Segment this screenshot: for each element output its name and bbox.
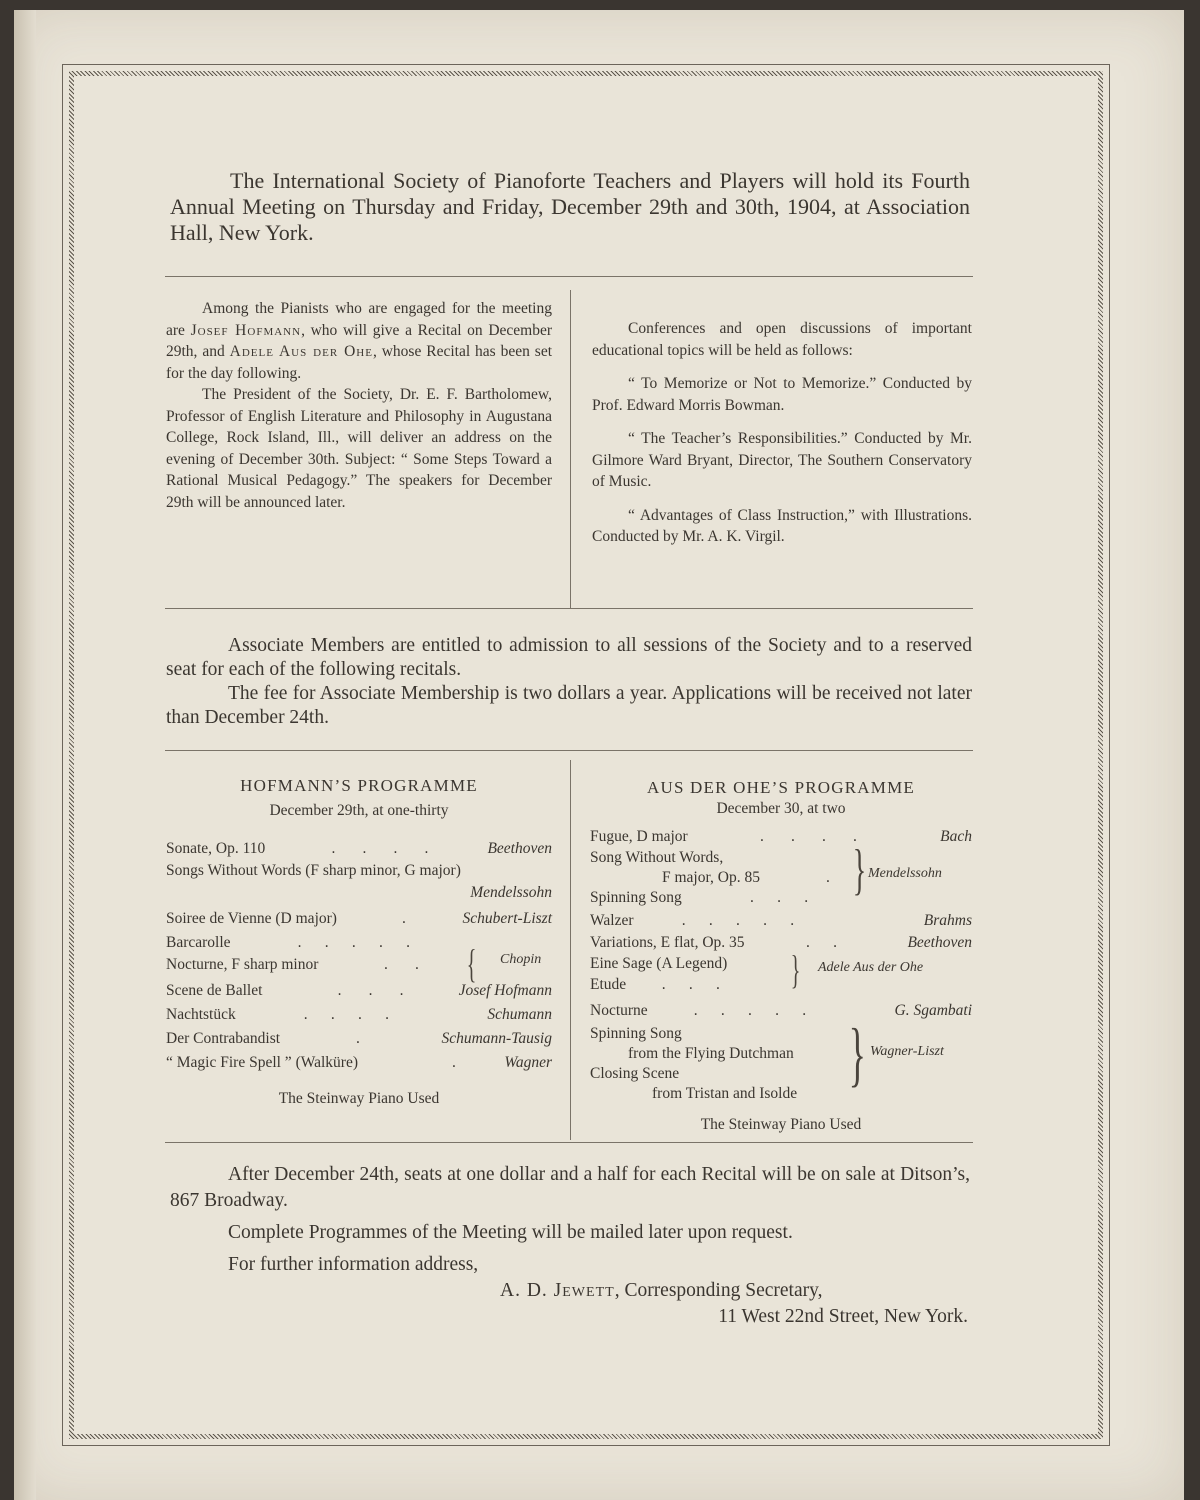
column-divider-2 (570, 760, 571, 1140)
programme-item: Song Without Words, (590, 849, 724, 866)
programme-item: Fugue, D major . . . . Bach (590, 828, 972, 845)
ohe-programme (590, 778, 972, 1134)
president-paragraph: The President of the Society, Dr. E. F. Bartholomew, Professor of English Literature and Philosophy in Augustana College, Rock Island, Ill., will deliver an address on the evening of December 30th. Subject: “ Some Steps Toward a Rational Musical Pedagogy.” The speakers for December 29th will be announced later. (166, 386, 552, 511)
composer-chopin: Chopin (500, 952, 542, 967)
pianists-text-c: , whose Recital has been set for the day following. (166, 343, 553, 382)
conference-memorize: “ To Memorize or Not to Memorize.” Conducted by Prof. Edward Morris Bowman. (592, 375, 972, 414)
programme-item: Sonate, Op. 110 . . . . Beethoven (166, 840, 552, 857)
programme-item: Der Contrabandist . Schumann-Tausig (166, 1030, 552, 1047)
programme-item: Nocturne . . . . . G. Sgambati (590, 1002, 972, 1019)
programme-item: Nachtstück . . . . Schumann (166, 1006, 552, 1023)
intro-text: The International Society of Pianoforte Teachers and Players will hold its Fourth Annual Meeting on Thursday and Friday, December 29th and 30th, 1904, at Association Hall, New York. (170, 168, 970, 245)
programme-item: Walzer . . . . . Brahms (590, 912, 972, 929)
conferences-column (592, 318, 972, 560)
brace-mendelssohn: } (852, 839, 867, 901)
hofmann-programme (166, 776, 552, 1108)
divider-1 (165, 276, 973, 277)
membership-paragraph-1: Associate Members are entitled to admission to all sessions of the Society and to a reserved seat for each of the following recitals. (166, 635, 972, 680)
conferences-intro: Conferences and open discussions of important educational topics will be held as follows: (592, 320, 972, 359)
divider-2 (165, 608, 973, 609)
programme-item: “ Magic Fire Spell ” (Walküre) . Wagner (166, 1054, 552, 1071)
hofmann-piano-note: The Steinway Piano Used (278, 1090, 440, 1107)
programme-item: Spinning Song . . . (590, 889, 809, 906)
programme-item: from Tristan and Isolde (652, 1085, 798, 1102)
ohe-piano-note: The Steinway Piano Used (700, 1116, 862, 1133)
ohe-programme-title: AUS DER OHE’S PROGRAMME (647, 778, 915, 797)
column-divider-1 (570, 290, 571, 608)
programme-item: Barcarolle . . . . . (166, 934, 410, 951)
pianists-text-a: Among the Pianists who are engaged for the meeting are (166, 300, 552, 339)
pianist-aus-der-ohe: Adele Aus der Ohe (229, 343, 373, 360)
pianists-paragraph (166, 298, 552, 384)
divider-3 (165, 750, 973, 751)
programme-item: from the Flying Dutchman (628, 1045, 794, 1062)
conference-responsibilities: “ The Teacher’s Responsibilities.” Conducted by Mr. Gilmore Ward Bryant, Director, The Southern Conservatory of Music. (592, 430, 972, 490)
programme-item: Nocturne, F sharp minor . . (166, 956, 419, 973)
programme-item: F major, Op. 85 . (662, 869, 830, 886)
composer-mendelssohn: Mendelssohn (868, 866, 942, 881)
hofmann-programme-title: HOFMANN’S PROGRAMME (240, 776, 478, 795)
bottom-section (170, 1162, 970, 1330)
seats-paragraph: After December 24th, seats at one dollar and a half for each Recital will be on sale at Ditson’s, 867 Broadway. (170, 1164, 970, 1211)
divider-4 (165, 1142, 973, 1143)
composer-aus-der-ohe: Adele Aus der Ohe (818, 960, 924, 975)
secretary-name: A. D. Jewett (500, 1280, 615, 1301)
programmes-paragraph: Complete Programmes of the Meeting will be mailed later upon request. (228, 1222, 793, 1243)
programme-item: Songs Without Words (F sharp minor, G major) (166, 862, 461, 879)
information-paragraph: For further information address, (228, 1254, 479, 1275)
pianists-column (166, 298, 552, 513)
pianists-text-b: , who will give a Recital on December 29th, and (166, 321, 553, 360)
intro-paragraph (170, 168, 970, 246)
programme-item: Scene de Ballet . . . Josef Hofmann (166, 982, 552, 999)
composer-wagner-liszt: Wagner-Liszt (870, 1044, 944, 1059)
programme-item: Spinning Song (590, 1025, 682, 1042)
membership-paragraph-2: The fee for Associate Membership is two dollars a year. Applications will be received not later than December 24th. (166, 683, 972, 728)
brace-chopin: { (466, 941, 477, 986)
programme-item: Eine Sage (A Legend) (590, 955, 728, 972)
programme-item: Etude . . . (590, 976, 720, 993)
pianist-hofmann: Josef Hofmann (190, 321, 302, 339)
programme-item: Closing Scene (590, 1065, 680, 1082)
secretary-signature (170, 1278, 970, 1304)
programme-item: Mendelssohn (470, 884, 552, 901)
programme-item: Variations, E flat, Op. 35 . . Beethoven (590, 934, 972, 951)
conference-class-instruction: “ Advantages of Class Instruction,” with Illustrations. Conducted by Mr. A. K. Virgil. (592, 506, 972, 545)
secretary-address: 11 West 22nd Street, New York. (718, 1306, 968, 1327)
brace-aus-der-ohe: } (790, 947, 801, 992)
programme-item: Soiree de Vienne (D major) . Schubert-Liszt (166, 910, 552, 927)
brace-wagner-liszt: } (848, 1014, 866, 1094)
secretary-title: , Corresponding Secretary, (614, 1280, 823, 1301)
membership-section (166, 634, 972, 730)
ohe-programme-date: December 30, at two (716, 800, 846, 817)
hofmann-programme-date: December 29th, at one-thirty (269, 802, 449, 819)
